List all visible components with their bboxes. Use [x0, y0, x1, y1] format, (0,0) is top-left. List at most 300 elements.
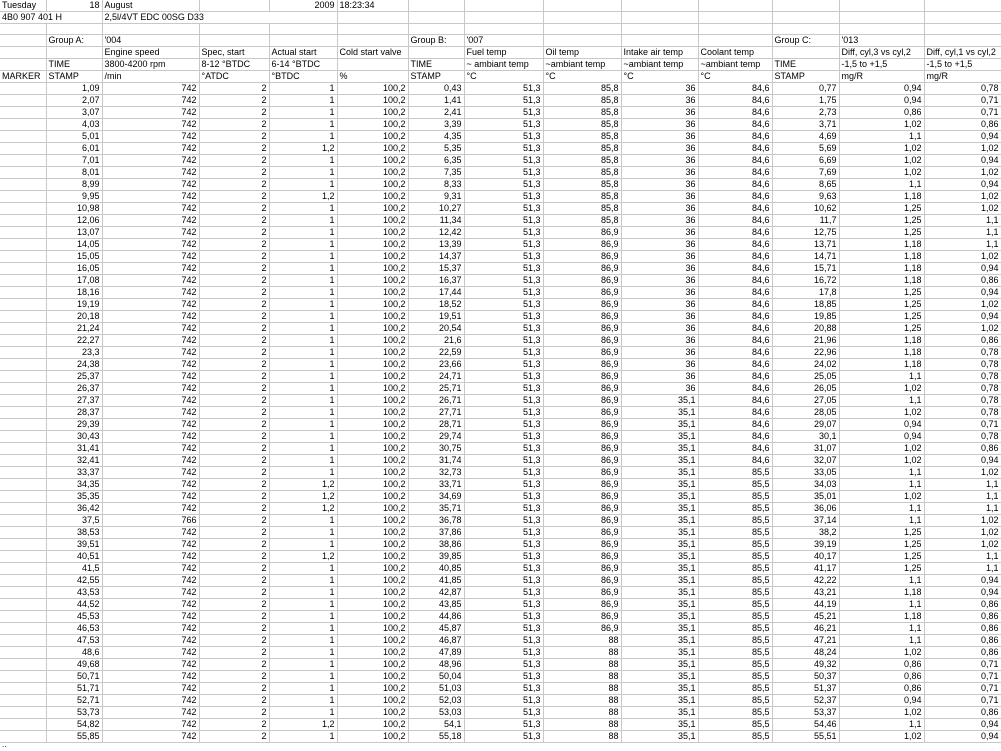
data-cell[interactable]: 1,18	[839, 335, 924, 347]
data-cell[interactable]: 2	[199, 515, 269, 527]
data-cell[interactable]: 2	[199, 647, 269, 659]
data-cell[interactable]: 100,2	[337, 179, 408, 191]
data-cell[interactable]: 1	[269, 107, 337, 119]
data-cell[interactable]	[0, 431, 46, 443]
data-cell[interactable]: 1,2	[269, 551, 337, 563]
data-cell[interactable]: 24,02	[772, 359, 839, 371]
data-cell[interactable]	[0, 731, 46, 743]
col-header-cold-start-valve[interactable]: Cold start valve	[337, 47, 408, 59]
data-cell[interactable]: 742	[102, 299, 199, 311]
data-cell[interactable]: 0,94	[924, 179, 1001, 191]
data-cell[interactable]: 51,3	[464, 695, 543, 707]
data-cell[interactable]: 5,01	[46, 131, 102, 143]
col-header-actual-start[interactable]: Actual start	[269, 47, 337, 59]
data-cell[interactable]: 1,18	[839, 263, 924, 275]
data-cell[interactable]: 1,02	[924, 527, 1001, 539]
data-cell[interactable]: 1,2	[269, 491, 337, 503]
data-cell[interactable]: 742	[102, 623, 199, 635]
data-cell[interactable]: 36	[621, 239, 698, 251]
data-cell[interactable]: 43,53	[46, 587, 102, 599]
data-cell[interactable]: 34,69	[408, 491, 464, 503]
data-cell[interactable]: 13,39	[408, 239, 464, 251]
data-cell[interactable]: 51,3	[464, 323, 543, 335]
data-cell[interactable]: 742	[102, 647, 199, 659]
data-cell[interactable]: 84,6	[698, 299, 772, 311]
data-cell[interactable]: 0,94	[924, 731, 1001, 743]
data-cell[interactable]: 100,2	[337, 323, 408, 335]
data-cell[interactable]: 35,1	[621, 563, 698, 575]
data-cell[interactable]: 55,85	[46, 731, 102, 743]
data-cell[interactable]: 100,2	[337, 239, 408, 251]
data-cell[interactable]: 0,77	[772, 83, 839, 95]
data-cell[interactable]: 2	[199, 203, 269, 215]
data-cell[interactable]: 84,6	[698, 263, 772, 275]
data-cell[interactable]: 85,8	[543, 167, 621, 179]
data-cell[interactable]: 85,5	[698, 539, 772, 551]
data-cell[interactable]: 10,98	[46, 203, 102, 215]
data-cell[interactable]: 38,2	[772, 527, 839, 539]
data-cell[interactable]: 33,71	[408, 479, 464, 491]
group-a-id[interactable]: '004	[102, 35, 199, 47]
data-cell[interactable]: 1,41	[408, 95, 464, 107]
data-cell[interactable]: 86,9	[543, 503, 621, 515]
cell[interactable]	[337, 59, 408, 71]
data-cell[interactable]: 1,25	[839, 227, 924, 239]
data-cell[interactable]: 1	[269, 359, 337, 371]
data-cell[interactable]: 1,18	[839, 347, 924, 359]
data-cell[interactable]: 35,1	[621, 419, 698, 431]
data-cell[interactable]: 51,3	[464, 203, 543, 215]
data-cell[interactable]: 36,06	[772, 503, 839, 515]
data-cell[interactable]: 1,1	[924, 227, 1001, 239]
data-cell[interactable]: 85,5	[698, 695, 772, 707]
data-cell[interactable]: 2	[199, 635, 269, 647]
data-cell[interactable]: 50,71	[46, 671, 102, 683]
data-cell[interactable]: 742	[102, 371, 199, 383]
data-cell[interactable]: 39,19	[772, 539, 839, 551]
time-cell[interactable]: 18:23:34	[337, 0, 408, 12]
data-cell[interactable]: 14,05	[46, 239, 102, 251]
data-cell[interactable]: 24,71	[408, 371, 464, 383]
data-cell[interactable]: 2	[199, 347, 269, 359]
data-cell[interactable]: 84,6	[698, 95, 772, 107]
data-cell[interactable]: 0,86	[924, 635, 1001, 647]
data-cell[interactable]: 88	[543, 695, 621, 707]
data-cell[interactable]: 1,1	[924, 563, 1001, 575]
data-cell[interactable]: 86,9	[543, 491, 621, 503]
cell[interactable]	[924, 35, 1001, 47]
data-cell[interactable]: 1,02	[839, 383, 924, 395]
cell[interactable]	[408, 0, 464, 12]
group-c-label[interactable]: Group C:	[772, 35, 839, 47]
data-cell[interactable]: 0,71	[924, 683, 1001, 695]
data-cell[interactable]: 6,01	[46, 143, 102, 155]
data-cell[interactable]: 51,3	[464, 551, 543, 563]
data-cell[interactable]: 1,18	[839, 587, 924, 599]
data-cell[interactable]: 1,09	[46, 83, 102, 95]
data-cell[interactable]: 742	[102, 527, 199, 539]
data-cell[interactable]: 36,42	[46, 503, 102, 515]
data-cell[interactable]: 84,6	[698, 407, 772, 419]
cell[interactable]	[199, 0, 269, 12]
data-cell[interactable]: 742	[102, 179, 199, 191]
data-cell[interactable]	[0, 287, 46, 299]
data-cell[interactable]: 0,86	[924, 275, 1001, 287]
data-cell[interactable]: 0,78	[924, 371, 1001, 383]
data-cell[interactable]: 100,2	[337, 539, 408, 551]
data-cell[interactable]: 36	[621, 179, 698, 191]
data-cell[interactable]: 85,5	[698, 551, 772, 563]
data-cell[interactable]: 100,2	[337, 647, 408, 659]
data-cell[interactable]: 51,3	[464, 167, 543, 179]
data-cell[interactable]: 51,3	[464, 479, 543, 491]
data-cell[interactable]: 84,6	[698, 395, 772, 407]
data-cell[interactable]: 1	[269, 671, 337, 683]
col-header-actual-btdc[interactable]: 6-14 °BTDC	[269, 59, 337, 71]
data-cell[interactable]: 100,2	[337, 95, 408, 107]
data-cell[interactable]: 7,01	[46, 155, 102, 167]
data-cell[interactable]: 23,66	[408, 359, 464, 371]
data-cell[interactable]: 51,3	[464, 299, 543, 311]
data-cell[interactable]: 51,3	[464, 599, 543, 611]
data-cell[interactable]: 2	[199, 83, 269, 95]
data-cell[interactable]	[0, 371, 46, 383]
data-cell[interactable]: 0,86	[924, 611, 1001, 623]
cell[interactable]	[337, 35, 408, 47]
data-cell[interactable]: 2	[199, 107, 269, 119]
data-cell[interactable]: 2	[199, 455, 269, 467]
data-cell[interactable]: 51,3	[464, 131, 543, 143]
data-cell[interactable]: 35,1	[621, 539, 698, 551]
data-cell[interactable]: 22,96	[772, 347, 839, 359]
col-header-oil-temp[interactable]: Oil temp	[543, 47, 621, 59]
data-cell[interactable]: 35,1	[621, 731, 698, 743]
data-cell[interactable]: 47,21	[772, 635, 839, 647]
data-cell[interactable]	[0, 275, 46, 287]
data-cell[interactable]: 100,2	[337, 119, 408, 131]
cell[interactable]	[772, 24, 839, 35]
data-cell[interactable]: 36	[621, 347, 698, 359]
data-cell[interactable]: 100,2	[337, 419, 408, 431]
data-cell[interactable]: 50,37	[772, 671, 839, 683]
data-cell[interactable]: 2	[199, 383, 269, 395]
col-header-diff-cyl3-range[interactable]: -1,5 to +1,5	[839, 59, 924, 71]
data-cell[interactable]: 1	[269, 707, 337, 719]
data-cell[interactable]: 35,1	[621, 623, 698, 635]
data-cell[interactable]: 1	[269, 383, 337, 395]
data-cell[interactable]: 88	[543, 635, 621, 647]
data-cell[interactable]: 1	[269, 527, 337, 539]
col-header-stamp-c[interactable]: STAMP	[772, 71, 839, 83]
data-cell[interactable]: 1,02	[839, 731, 924, 743]
col-header-unit-atdc[interactable]: °ATDC	[199, 71, 269, 83]
cell[interactable]	[621, 35, 698, 47]
data-cell[interactable]: 35,71	[408, 503, 464, 515]
data-cell[interactable]: 26,05	[772, 383, 839, 395]
data-cell[interactable]: 8,01	[46, 167, 102, 179]
cell[interactable]	[621, 0, 698, 12]
data-cell[interactable]: 30,1	[772, 431, 839, 443]
data-cell[interactable]: 2	[199, 131, 269, 143]
data-cell[interactable]: 2	[199, 119, 269, 131]
data-cell[interactable]: 2	[199, 371, 269, 383]
data-cell[interactable]: 20,54	[408, 323, 464, 335]
data-cell[interactable]: 34,35	[46, 479, 102, 491]
data-cell[interactable]: 86,9	[543, 347, 621, 359]
data-cell[interactable]: 1	[269, 263, 337, 275]
cell[interactable]	[408, 24, 464, 35]
data-cell[interactable]: 35,1	[621, 503, 698, 515]
data-cell[interactable]: 36,78	[408, 515, 464, 527]
data-cell[interactable]: 742	[102, 695, 199, 707]
data-cell[interactable]: 36	[621, 275, 698, 287]
data-cell[interactable]: 51,3	[464, 491, 543, 503]
data-cell[interactable]: 2	[199, 239, 269, 251]
data-cell[interactable]: 1,1	[924, 479, 1001, 491]
col-header-engine-speed[interactable]: Engine speed	[102, 47, 199, 59]
data-cell[interactable]: 1,1	[924, 551, 1001, 563]
data-cell[interactable]: 2	[199, 659, 269, 671]
data-cell[interactable]: 742	[102, 107, 199, 119]
data-cell[interactable]: 32,41	[46, 455, 102, 467]
data-cell[interactable]: 86,9	[543, 359, 621, 371]
col-header-unit-btdc[interactable]: °BTDC	[269, 71, 337, 83]
data-cell[interactable]: 0,86	[924, 707, 1001, 719]
data-cell[interactable]: 100,2	[337, 251, 408, 263]
data-cell[interactable]: 8,99	[46, 179, 102, 191]
data-cell[interactable]: 742	[102, 587, 199, 599]
data-cell[interactable]: 51,3	[464, 179, 543, 191]
cell[interactable]	[102, 24, 199, 35]
data-cell[interactable]: 2	[199, 683, 269, 695]
data-cell[interactable]: 1	[269, 539, 337, 551]
data-cell[interactable]: 46,87	[408, 635, 464, 647]
data-cell[interactable]: 1,02	[839, 491, 924, 503]
data-cell[interactable]: 84,6	[698, 227, 772, 239]
data-cell[interactable]: 100,2	[337, 215, 408, 227]
data-cell[interactable]: 51,3	[464, 419, 543, 431]
data-cell[interactable]: 37,14	[772, 515, 839, 527]
data-cell[interactable]: 86,9	[543, 515, 621, 527]
data-cell[interactable]: 51,3	[464, 563, 543, 575]
data-cell[interactable]: 49,32	[772, 659, 839, 671]
data-cell[interactable]: 8,65	[772, 179, 839, 191]
data-cell[interactable]: 1,02	[924, 539, 1001, 551]
data-cell[interactable]: 14,37	[408, 251, 464, 263]
col-header-time-b[interactable]: TIME	[408, 59, 464, 71]
data-cell[interactable]: 1	[269, 335, 337, 347]
data-cell[interactable]: 37,5	[46, 515, 102, 527]
data-cell[interactable]: 51,3	[464, 527, 543, 539]
col-header-coolant-ambient[interactable]: ~ambiant temp	[698, 59, 772, 71]
data-cell[interactable]: 86,9	[543, 527, 621, 539]
data-cell[interactable]: 2	[199, 287, 269, 299]
data-cell[interactable]: 2	[199, 95, 269, 107]
data-cell[interactable]: 37,86	[408, 527, 464, 539]
data-cell[interactable]: 2	[199, 731, 269, 743]
data-cell[interactable]: 23,3	[46, 347, 102, 359]
data-cell[interactable]: 2	[199, 587, 269, 599]
cell[interactable]	[543, 24, 621, 35]
data-cell[interactable]: 51,3	[464, 707, 543, 719]
data-cell[interactable]: 1,18	[839, 611, 924, 623]
data-cell[interactable]: 54,1	[408, 719, 464, 731]
data-cell[interactable]: 1	[269, 323, 337, 335]
data-cell[interactable]: 742	[102, 731, 199, 743]
data-cell[interactable]: 1	[269, 287, 337, 299]
data-cell[interactable]: 85,5	[698, 587, 772, 599]
data-cell[interactable]	[0, 551, 46, 563]
data-cell[interactable]: 0,94	[924, 131, 1001, 143]
data-cell[interactable]: 742	[102, 707, 199, 719]
data-cell[interactable]: 1,1	[924, 503, 1001, 515]
data-cell[interactable]: 1	[269, 683, 337, 695]
data-cell[interactable]: 31,41	[46, 443, 102, 455]
cell[interactable]	[839, 24, 924, 35]
cell[interactable]	[621, 12, 698, 24]
data-cell[interactable]: 10,27	[408, 203, 464, 215]
data-cell[interactable]: 51,3	[464, 635, 543, 647]
data-cell[interactable]: 2	[199, 191, 269, 203]
data-cell[interactable]	[0, 155, 46, 167]
cell[interactable]	[698, 0, 772, 12]
cell[interactable]	[0, 24, 46, 35]
data-cell[interactable]: 51,3	[464, 623, 543, 635]
data-cell[interactable]: 47,53	[46, 635, 102, 647]
data-cell[interactable]: 51,3	[464, 683, 543, 695]
data-cell[interactable]: 21,24	[46, 323, 102, 335]
data-cell[interactable]: 1	[269, 155, 337, 167]
data-cell[interactable]: 35,1	[621, 695, 698, 707]
data-cell[interactable]: 742	[102, 503, 199, 515]
data-cell[interactable]: 88	[543, 647, 621, 659]
data-cell[interactable]	[0, 635, 46, 647]
data-cell[interactable]: 36	[621, 311, 698, 323]
data-cell[interactable]: 51,3	[464, 719, 543, 731]
date-cell[interactable]: 18	[46, 0, 102, 12]
data-cell[interactable]: 35,1	[621, 395, 698, 407]
data-cell[interactable]: 1,25	[839, 323, 924, 335]
data-cell[interactable]: 742	[102, 359, 199, 371]
data-cell[interactable]: 0,94	[924, 287, 1001, 299]
data-cell[interactable]: 1	[269, 251, 337, 263]
data-cell[interactable]	[0, 299, 46, 311]
data-cell[interactable]: 742	[102, 251, 199, 263]
cell[interactable]	[839, 0, 924, 12]
data-cell[interactable]: 1,02	[839, 707, 924, 719]
data-cell[interactable]: 86,9	[543, 575, 621, 587]
data-cell[interactable]: 35,1	[621, 671, 698, 683]
data-cell[interactable]: 84,6	[698, 239, 772, 251]
data-cell[interactable]: 7,69	[772, 167, 839, 179]
data-cell[interactable]: 742	[102, 659, 199, 671]
data-cell[interactable]: 35,1	[621, 527, 698, 539]
data-cell[interactable]: 1,2	[269, 719, 337, 731]
col-header-intake-air-temp[interactable]: Intake air temp	[621, 47, 698, 59]
data-cell[interactable]: 0,94	[839, 95, 924, 107]
col-header-coolant-temp[interactable]: Coolant temp	[698, 47, 772, 59]
cell[interactable]	[924, 0, 1001, 12]
data-cell[interactable]: 100,2	[337, 383, 408, 395]
cell[interactable]	[0, 47, 46, 59]
data-cell[interactable]: 2	[199, 623, 269, 635]
data-cell[interactable]: 742	[102, 311, 199, 323]
data-cell[interactable]: 0,71	[924, 671, 1001, 683]
data-cell[interactable]	[0, 563, 46, 575]
data-cell[interactable]: 21,96	[772, 335, 839, 347]
data-cell[interactable]: 35,1	[621, 659, 698, 671]
data-cell[interactable]: 2,73	[772, 107, 839, 119]
data-cell[interactable]: 36	[621, 155, 698, 167]
data-cell[interactable]: 84,6	[698, 347, 772, 359]
data-cell[interactable]: 1,2	[269, 479, 337, 491]
data-cell[interactable]: 86,9	[543, 455, 621, 467]
data-cell[interactable]: 1,1	[839, 131, 924, 143]
data-cell[interactable]: 24,38	[46, 359, 102, 371]
data-cell[interactable]: 100,2	[337, 275, 408, 287]
data-cell[interactable]: 1,02	[839, 443, 924, 455]
data-cell[interactable]: 1,1	[924, 491, 1001, 503]
data-cell[interactable]: 55,18	[408, 731, 464, 743]
data-cell[interactable]: 36	[621, 95, 698, 107]
cell[interactable]	[46, 47, 102, 59]
data-cell[interactable]: 0,86	[924, 335, 1001, 347]
data-cell[interactable]	[0, 659, 46, 671]
data-cell[interactable]: 86,9	[543, 311, 621, 323]
data-cell[interactable]: 36	[621, 299, 698, 311]
data-cell[interactable]: 1,1	[839, 635, 924, 647]
data-cell[interactable]: 742	[102, 719, 199, 731]
cell[interactable]	[543, 35, 621, 47]
data-cell[interactable]: 33,37	[46, 467, 102, 479]
data-cell[interactable]: 45,87	[408, 623, 464, 635]
data-cell[interactable]: 100,2	[337, 491, 408, 503]
data-cell[interactable]: 1	[269, 203, 337, 215]
data-cell[interactable]: 35,1	[621, 515, 698, 527]
data-cell[interactable]: 86,9	[543, 479, 621, 491]
data-cell[interactable]: 100,2	[337, 83, 408, 95]
data-cell[interactable]: 86,9	[543, 467, 621, 479]
data-cell[interactable]: 0,94	[924, 155, 1001, 167]
data-cell[interactable]: 1	[269, 395, 337, 407]
data-cell[interactable]: 35,1	[621, 431, 698, 443]
data-cell[interactable]: 0,71	[924, 419, 1001, 431]
data-cell[interactable]: 2	[199, 263, 269, 275]
data-cell[interactable]: 1,1	[839, 479, 924, 491]
group-c-id[interactable]: '013	[839, 35, 924, 47]
cell[interactable]	[0, 35, 46, 47]
data-cell[interactable]	[0, 191, 46, 203]
data-cell[interactable]: 48,6	[46, 647, 102, 659]
data-cell[interactable]: 22,59	[408, 347, 464, 359]
data-cell[interactable]: 0,78	[924, 395, 1001, 407]
data-cell[interactable]: 84,6	[698, 107, 772, 119]
data-cell[interactable]: 0,94	[839, 431, 924, 443]
data-cell[interactable]: 35,1	[621, 575, 698, 587]
data-cell[interactable]: 84,6	[698, 431, 772, 443]
data-cell[interactable]: 742	[102, 419, 199, 431]
data-cell[interactable]: 100,2	[337, 263, 408, 275]
data-cell[interactable]: 16,05	[46, 263, 102, 275]
data-cell[interactable]: 51,3	[464, 575, 543, 587]
data-cell[interactable]: 36	[621, 371, 698, 383]
data-cell[interactable]: 35,1	[621, 635, 698, 647]
year-cell[interactable]: 2009	[269, 0, 337, 12]
data-cell[interactable]: 742	[102, 323, 199, 335]
data-cell[interactable]: 100,2	[337, 407, 408, 419]
data-cell[interactable]: 100,2	[337, 443, 408, 455]
data-cell[interactable]: 0,78	[924, 83, 1001, 95]
